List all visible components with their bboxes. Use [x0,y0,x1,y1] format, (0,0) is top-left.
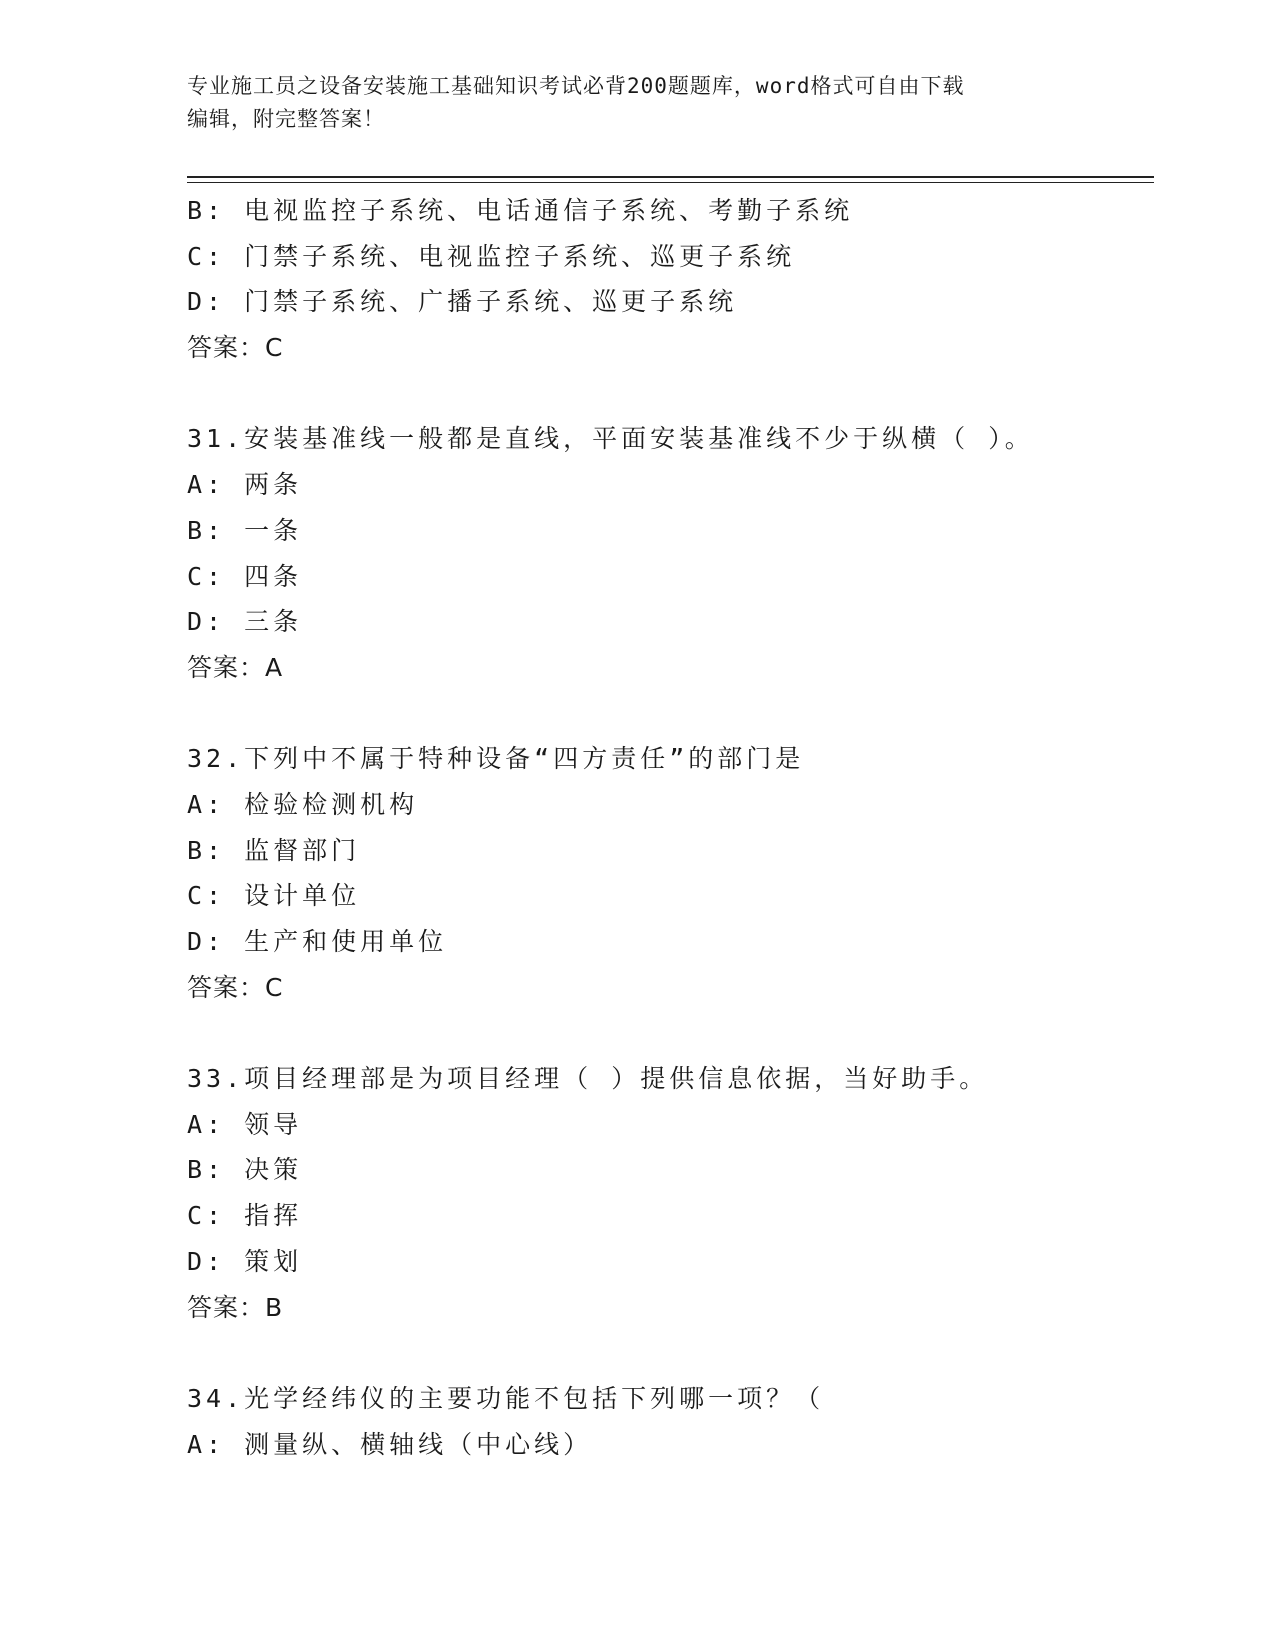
question-list [187,188,1147,1467]
option-b: B: 决策 [187,1155,303,1185]
question-stem: 33.项目经理部是为项目经理（ ）提供信息依据，当好助手。 [187,1064,989,1094]
option-a: A: 领导 [187,1109,303,1139]
question-stem: 32.下列中不属于特种设备“四方责任”的部门是 [187,744,805,774]
option-b: B: 电视监控子系统、电话通信子系统、考勤子系统 [187,196,854,225]
option-c: C: 设计单位 [187,881,361,911]
option-a: A: 两条 [187,470,303,500]
option-b: B: 一条 [187,515,303,545]
question-block-32 [187,736,1147,1010]
option-d: D: 门禁子系统、广播子系统、巡更子系统 [187,287,738,317]
option-c: C: 门禁子系统、电视监控子系统、巡更子系统 [187,241,796,271]
option-d: D: 生产和使用单位 [187,927,448,956]
answer-line: 答案：A [187,652,284,682]
option-a: A: 测量纵、横轴线（中心线） [187,1429,593,1459]
question-block-30 [187,188,1147,371]
question-block-33 [187,1056,1147,1330]
option-c: C: 四条 [187,561,303,591]
answer-line: 答案：C [187,333,284,363]
spacer [187,1010,1147,1056]
spacer [187,1330,1147,1376]
header-title-line-1: 专业施工员之设备安装施工基础知识考试必背200题题库，word格式可自由下载 [187,74,965,98]
question-stem: 34.光学经纬仪的主要功能不包括下列哪一项？（ [187,1383,825,1413]
answer-line: 答案：C [187,972,284,1002]
option-d: D: 三条 [187,607,303,637]
option-b: B: 监督部门 [187,835,361,865]
option-c: C: 指挥 [187,1201,303,1231]
page-header [187,70,1087,136]
header-divider-thick [187,176,1154,178]
question-block-34 [187,1376,1147,1467]
option-a: A: 检验检测机构 [187,789,419,819]
answer-line: 答案：B [187,1292,284,1322]
spacer [187,371,1147,417]
header-divider-thin [187,182,1154,183]
spacer [187,691,1147,737]
option-d: D: 策划 [187,1246,303,1276]
question-block-31 [187,416,1147,690]
question-stem: 31.安装基准线一般都是直线，平面安装基准线不少于纵横（ ）。 [187,424,1034,454]
header-title-line-2: 编辑，附完整答案！ [187,107,385,131]
